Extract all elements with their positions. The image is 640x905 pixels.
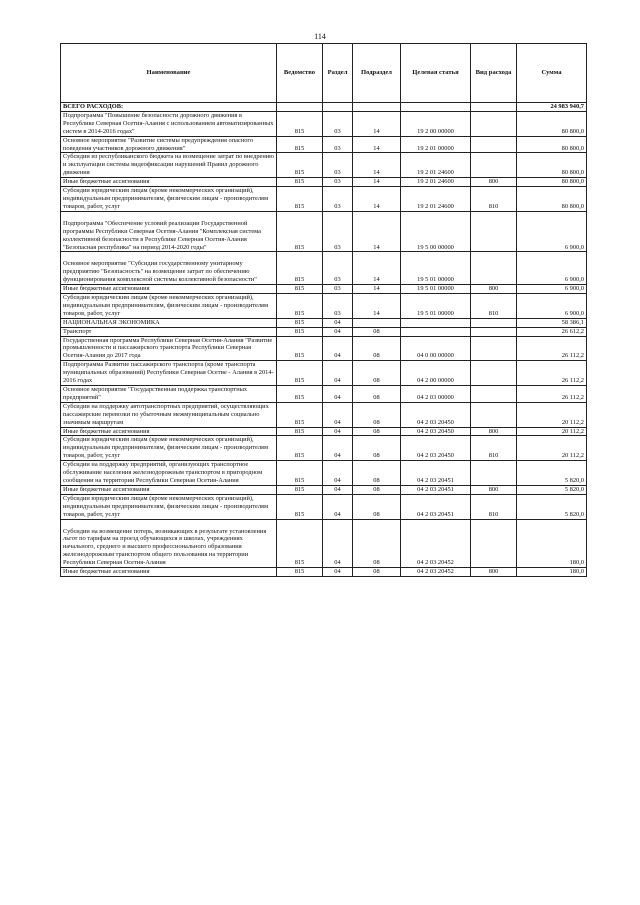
cell-podrazdel: 14 xyxy=(353,252,401,285)
cell-name: Подпрограмма "Повышение безопасности дорожного движения в Республике Северная Осетия-Алания с использованием автоматизированных систем в 2014-2016 годах" xyxy=(61,111,277,136)
cell-podrazdel: 08 xyxy=(353,461,401,486)
cell-celevaya-statya: 04 2 03 20450 xyxy=(401,427,471,436)
cell-razdel: 04 xyxy=(323,461,353,486)
cell-summa: 5 820,0 xyxy=(517,461,587,486)
cell-razdel: 04 xyxy=(323,485,353,494)
cell-celevaya-statya: 19 5 00 00000 xyxy=(401,211,471,252)
table-row xyxy=(61,187,587,212)
table-row xyxy=(61,436,587,461)
cell-summa: 58 386,1 xyxy=(517,318,587,327)
cell-podrazdel: 08 xyxy=(353,336,401,361)
header-vedomstvo: Ведомство xyxy=(277,44,323,103)
cell-name: Основное мероприятие "Развитие системы предупреждения опасного поведения участников дорожного движения" xyxy=(61,136,277,153)
cell-razdel: 04 xyxy=(323,386,353,403)
cell-celevaya-statya: 04 2 03 20452 xyxy=(401,568,471,577)
cell-celevaya-statya: 19 5 01 00000 xyxy=(401,294,471,319)
cell-summa: 180,0 xyxy=(517,568,587,577)
cell-vid-rashoda: 810 xyxy=(471,436,517,461)
cell-vid-rashoda xyxy=(471,461,517,486)
cell-name: Субсидии на возмещение потерь, возникающих в результате установления льгот по тарифам на проезд обучающихся в школах, учреждениях начального, среднего и высшего профессионального образования железнодорожным транспортом общего пользования на территории Республики Северная Осетия-Алания xyxy=(61,519,277,568)
cell-celevaya-statya: 04 2 03 20451 xyxy=(401,461,471,486)
cell-vedomstvo: 815 xyxy=(277,178,323,187)
cell-vid-rashoda: 800 xyxy=(471,568,517,577)
cell-vedomstvo: 815 xyxy=(277,252,323,285)
cell-razdel xyxy=(323,103,353,112)
cell-celevaya-statya: 04 2 03 20451 xyxy=(401,485,471,494)
cell-podrazdel: 14 xyxy=(353,136,401,153)
cell-podrazdel: 14 xyxy=(353,111,401,136)
cell-vedomstvo: 815 xyxy=(277,294,323,319)
header-celevaya-statya: Целевая статья xyxy=(401,44,471,103)
table-row xyxy=(61,111,587,136)
header-podrazdel: Подраздел xyxy=(353,44,401,103)
cell-vid-rashoda xyxy=(471,211,517,252)
cell-vid-rashoda: 800 xyxy=(471,485,517,494)
cell-vid-rashoda xyxy=(471,336,517,361)
cell-podrazdel: 08 xyxy=(353,436,401,461)
header-vid-rashoda: Вид расхода xyxy=(471,44,517,103)
header-summa: Сумма xyxy=(517,44,587,103)
table-row xyxy=(61,485,587,494)
cell-name: Иные бюджетные ассигнования xyxy=(61,568,277,577)
cell-celevaya-statya: 04 0 00 00000 xyxy=(401,336,471,361)
cell-summa: 5 820,0 xyxy=(517,485,587,494)
cell-vid-rashoda xyxy=(471,103,517,112)
cell-celevaya-statya: 04 2 03 20450 xyxy=(401,436,471,461)
cell-name: Субсидии из республиканского бюджета на возмещение затрат по внедрению и эксплуатации системы видеофиксации нарушений Правил дорожного движения xyxy=(61,153,277,178)
table-row xyxy=(61,252,587,285)
cell-razdel: 03 xyxy=(323,187,353,212)
table-row xyxy=(61,178,587,187)
cell-celevaya-statya: 19 2 01 24600 xyxy=(401,187,471,212)
cell-celevaya-statya: 04 2 00 00000 xyxy=(401,361,471,386)
table-row xyxy=(61,294,587,319)
cell-name: ВСЕГО РАСХОДОВ: xyxy=(61,103,277,112)
cell-name: Субсидии юридическим лицам (кроме некоммерческих организаций), индивидуальным предпринимателям, физическим лицам - производителям товаров, работ, услуг xyxy=(61,187,277,212)
cell-podrazdel: 08 xyxy=(353,361,401,386)
cell-vedomstvo: 815 xyxy=(277,187,323,212)
cell-summa: 6 900,0 xyxy=(517,285,587,294)
cell-razdel: 04 xyxy=(323,361,353,386)
cell-vid-rashoda: 810 xyxy=(471,294,517,319)
cell-name: Субсидии юридическим лицам (кроме некоммерческих организаций), индивидуальным предпринимателям, физическим лицам - производителям товаров, работ, услуг xyxy=(61,294,277,319)
table-row xyxy=(61,336,587,361)
cell-vid-rashoda xyxy=(471,361,517,386)
cell-podrazdel: 08 xyxy=(353,519,401,568)
cell-name: Основное мероприятие "Субсидии государственному унитарному предприятию "Безопасность" на возмещение затрат по обеспечению функционирования комплексной системы коллективной безопасности" xyxy=(61,252,277,285)
table-row xyxy=(61,519,587,568)
table-row xyxy=(61,427,587,436)
cell-vedomstvo: 815 xyxy=(277,436,323,461)
cell-vid-rashoda xyxy=(471,111,517,136)
cell-podrazdel: 14 xyxy=(353,294,401,319)
cell-name: Транспорт xyxy=(61,327,277,336)
cell-name: НАЦИОНАЛЬНАЯ ЭКОНОМИКА xyxy=(61,318,277,327)
table-row xyxy=(61,327,587,336)
cell-vid-rashoda xyxy=(471,402,517,427)
cell-celevaya-statya: 04 2 03 20450 xyxy=(401,402,471,427)
cell-vedomstvo: 815 xyxy=(277,494,323,519)
cell-vedomstvo: 815 xyxy=(277,336,323,361)
cell-summa: 26 112,2 xyxy=(517,386,587,403)
cell-summa: 6 900,0 xyxy=(517,211,587,252)
cell-vid-rashoda xyxy=(471,318,517,327)
table-row xyxy=(61,402,587,427)
cell-name: Государственная программа Республики Северная Осетия-Алания "Развитие промышленности и пассажирского транспорта Республики Северная Осетия-Алания до 2017 года xyxy=(61,336,277,361)
table-row xyxy=(61,211,587,252)
cell-summa: 20 112,2 xyxy=(517,427,587,436)
cell-podrazdel xyxy=(353,318,401,327)
cell-summa: 80 800,0 xyxy=(517,136,587,153)
cell-celevaya-statya: 19 2 01 00000 xyxy=(401,136,471,153)
cell-name: Иные бюджетные ассигнования xyxy=(61,485,277,494)
cell-summa: 80 800,0 xyxy=(517,178,587,187)
cell-razdel: 04 xyxy=(323,568,353,577)
table-header-row xyxy=(61,44,587,103)
cell-vid-rashoda xyxy=(471,386,517,403)
cell-razdel: 03 xyxy=(323,111,353,136)
cell-name: Субсидии на поддержку автотранспортных предприятий, осуществляющих пассажирские перевозки по убыточным межмуниципальным социально значимым маршрутам xyxy=(61,402,277,427)
cell-summa: 80 800,0 xyxy=(517,153,587,178)
cell-razdel: 03 xyxy=(323,211,353,252)
cell-razdel: 04 xyxy=(323,327,353,336)
cell-celevaya-statya xyxy=(401,103,471,112)
cell-name: Субсидии юридическим лицам (кроме некоммерческих организаций), индивидуальным предпринимателям, физическим лицам - производителям товаров, работ, услуг xyxy=(61,494,277,519)
table-row xyxy=(61,494,587,519)
cell-vid-rashoda xyxy=(471,136,517,153)
table-row xyxy=(61,386,587,403)
page-number: 114 xyxy=(314,32,326,41)
cell-celevaya-statya: 04 2 03 20451 xyxy=(401,494,471,519)
cell-razdel: 04 xyxy=(323,336,353,361)
cell-podrazdel: 08 xyxy=(353,485,401,494)
cell-summa: 26 112,2 xyxy=(517,336,587,361)
cell-podrazdel: 14 xyxy=(353,153,401,178)
cell-podrazdel: 08 xyxy=(353,427,401,436)
cell-vid-rashoda: 810 xyxy=(471,494,517,519)
cell-podrazdel: 14 xyxy=(353,187,401,212)
cell-name: Субсидии юридическим лицам (кроме некоммерческих организаций), индивидуальным предпринимателям, физическим лицам - производителям товаров, работ, услуг xyxy=(61,436,277,461)
cell-podrazdel: 08 xyxy=(353,402,401,427)
cell-razdel: 04 xyxy=(323,318,353,327)
cell-vedomstvo: 815 xyxy=(277,285,323,294)
cell-name: Иные бюджетные ассигнования xyxy=(61,285,277,294)
table-row xyxy=(61,461,587,486)
cell-summa: 20 112,2 xyxy=(517,402,587,427)
table-row xyxy=(61,103,587,112)
cell-celevaya-statya xyxy=(401,327,471,336)
table-row xyxy=(61,361,587,386)
cell-vid-rashoda xyxy=(471,327,517,336)
cell-vedomstvo: 815 xyxy=(277,485,323,494)
cell-razdel: 04 xyxy=(323,519,353,568)
cell-vid-rashoda xyxy=(471,519,517,568)
cell-razdel: 03 xyxy=(323,285,353,294)
budget-table xyxy=(60,43,587,577)
cell-celevaya-statya: 04 2 03 00000 xyxy=(401,386,471,403)
cell-podrazdel: 14 xyxy=(353,211,401,252)
cell-razdel: 04 xyxy=(323,494,353,519)
cell-vid-rashoda: 810 xyxy=(471,187,517,212)
cell-summa: 6 900,0 xyxy=(517,252,587,285)
cell-razdel: 03 xyxy=(323,294,353,319)
cell-vedomstvo: 815 xyxy=(277,318,323,327)
cell-vid-rashoda: 800 xyxy=(471,178,517,187)
header-razdel: Раздел xyxy=(323,44,353,103)
cell-podrazdel: 14 xyxy=(353,285,401,294)
table-row xyxy=(61,153,587,178)
cell-summa: 20 112,2 xyxy=(517,436,587,461)
cell-summa: 80 800,0 xyxy=(517,111,587,136)
cell-vedomstvo: 815 xyxy=(277,461,323,486)
cell-name: Иные бюджетные ассигнования xyxy=(61,178,277,187)
cell-summa: 5 820,0 xyxy=(517,494,587,519)
table-row xyxy=(61,568,587,577)
cell-vid-rashoda xyxy=(471,153,517,178)
cell-name: Основное мероприятие "Государственная поддержка транспортных предприятий" xyxy=(61,386,277,403)
cell-vedomstvo: 815 xyxy=(277,386,323,403)
cell-vedomstvo: 815 xyxy=(277,427,323,436)
cell-razdel: 04 xyxy=(323,402,353,427)
header-name: Наименование xyxy=(61,44,277,103)
cell-name: Субсидии на поддержку предприятий, организующих транспортное обслуживание населения железнодорожным транспортом в пригородном сообщении на территории Республики Северная Осетия-Алания xyxy=(61,461,277,486)
cell-summa: 80 800,0 xyxy=(517,187,587,212)
cell-celevaya-statya xyxy=(401,318,471,327)
cell-podrazdel: 08 xyxy=(353,494,401,519)
cell-name: Подпрограмма Развитие пассажирского транспорта (кроме транспорта муниципальных образований) Республики Северная Осетие - Алания в 2014-2016 годах xyxy=(61,361,277,386)
table-row xyxy=(61,136,587,153)
cell-vedomstvo: 815 xyxy=(277,361,323,386)
cell-vedomstvo: 815 xyxy=(277,211,323,252)
cell-razdel: 03 xyxy=(323,136,353,153)
cell-vid-rashoda: 800 xyxy=(471,285,517,294)
cell-celevaya-statya: 19 5 01 00000 xyxy=(401,285,471,294)
cell-podrazdel xyxy=(353,103,401,112)
cell-vedomstvo: 815 xyxy=(277,111,323,136)
cell-razdel: 03 xyxy=(323,178,353,187)
cell-razdel: 04 xyxy=(323,427,353,436)
cell-name: Подпрограмма "Обеспечение условий реализации Государственной программы Республики Северная Осетия-Алания "Комплексная система коллективной безопасности в Республике Северная Осетия-Алания "Безопасная республика" на период 2014-2020 годы" xyxy=(61,211,277,252)
cell-razdel: 03 xyxy=(323,252,353,285)
cell-summa: 26 612,2 xyxy=(517,327,587,336)
cell-vedomstvo: 815 xyxy=(277,136,323,153)
cell-celevaya-statya: 19 5 01 00000 xyxy=(401,252,471,285)
cell-celevaya-statya: 19 2 01 24600 xyxy=(401,153,471,178)
table-row xyxy=(61,318,587,327)
cell-podrazdel: 08 xyxy=(353,568,401,577)
table-row xyxy=(61,285,587,294)
cell-summa: 26 112,2 xyxy=(517,361,587,386)
cell-vid-rashoda xyxy=(471,252,517,285)
cell-podrazdel: 08 xyxy=(353,386,401,403)
cell-vedomstvo: 815 xyxy=(277,153,323,178)
cell-podrazdel: 14 xyxy=(353,178,401,187)
cell-celevaya-statya: 04 2 03 20452 xyxy=(401,519,471,568)
cell-vid-rashoda: 800 xyxy=(471,427,517,436)
cell-vedomstvo: 815 xyxy=(277,568,323,577)
cell-celevaya-statya: 19 2 01 24600 xyxy=(401,178,471,187)
cell-razdel: 03 xyxy=(323,153,353,178)
cell-vedomstvo: 815 xyxy=(277,402,323,427)
cell-vedomstvo: 815 xyxy=(277,327,323,336)
cell-summa: 24 983 940,7 xyxy=(517,103,587,112)
cell-summa: 180,0 xyxy=(517,519,587,568)
cell-vedomstvo: 815 xyxy=(277,519,323,568)
cell-podrazdel: 08 xyxy=(353,327,401,336)
cell-summa: 6 900,0 xyxy=(517,294,587,319)
cell-celevaya-statya: 19 2 00 00000 xyxy=(401,111,471,136)
cell-razdel: 04 xyxy=(323,436,353,461)
cell-name: Иные бюджетные ассигнования xyxy=(61,427,277,436)
cell-vedomstvo xyxy=(277,103,323,112)
